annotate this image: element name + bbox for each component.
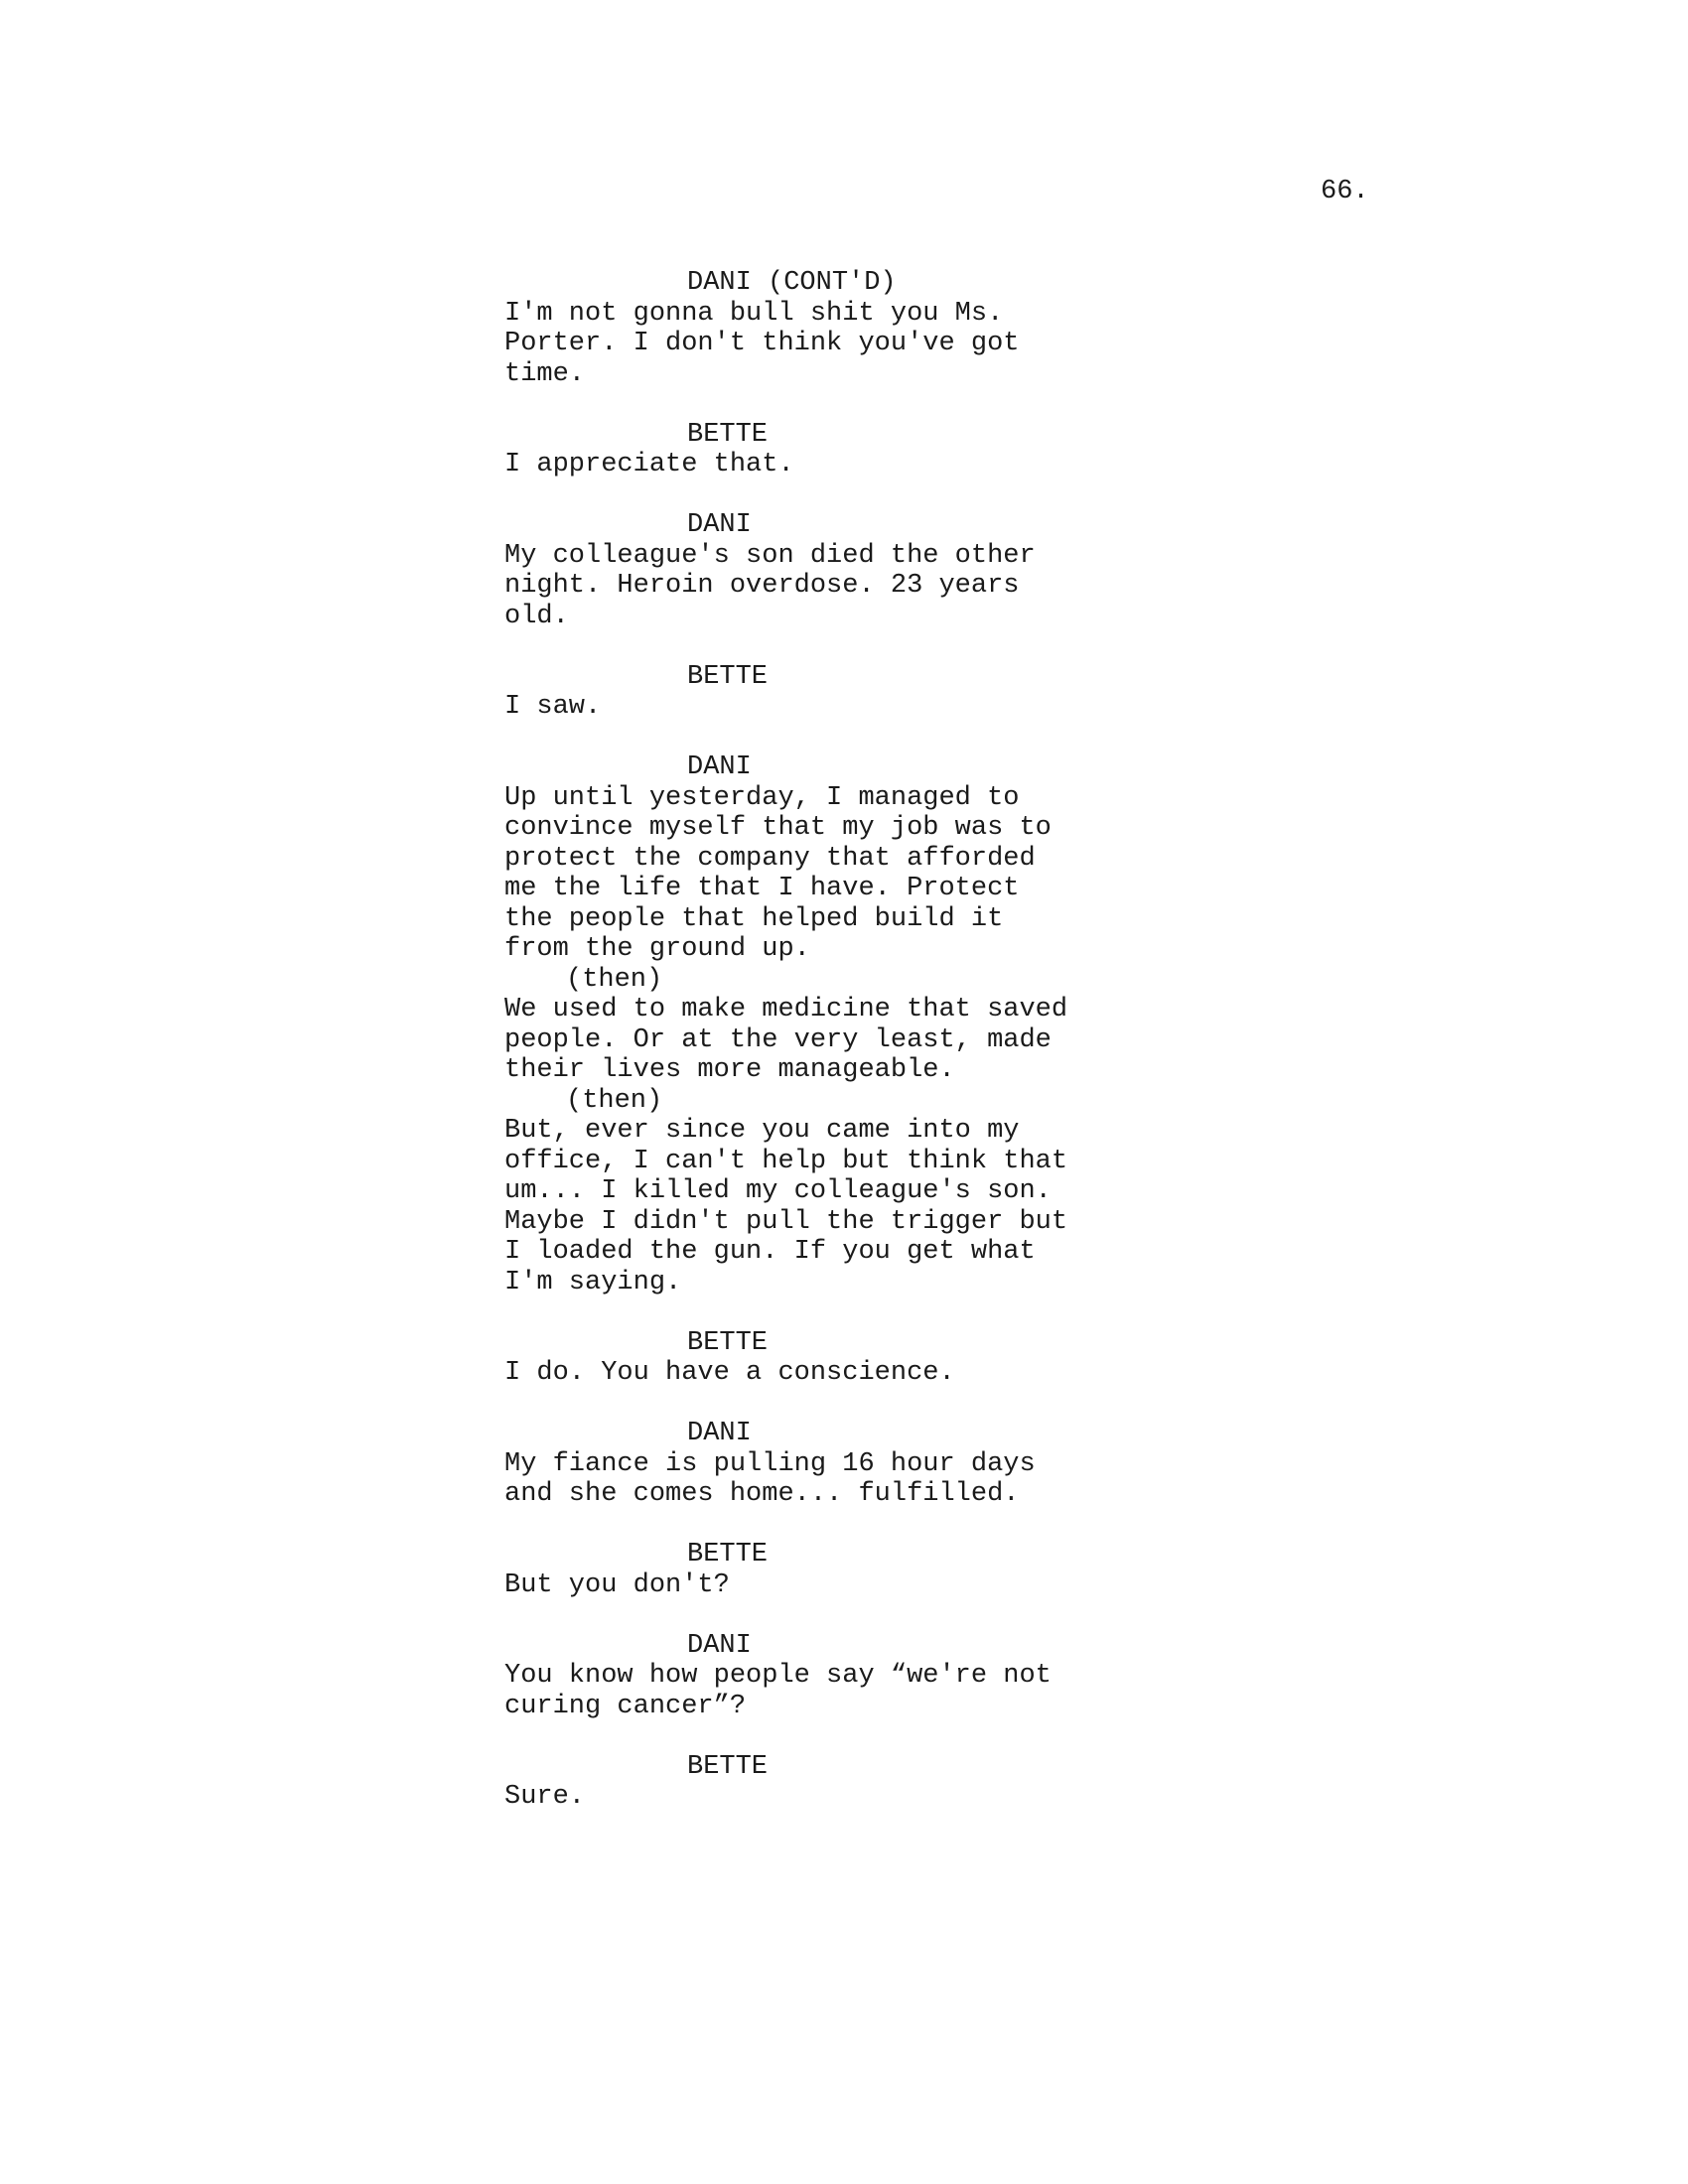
script-body [504, 268, 1199, 1843]
dialogue-line: I saw. [504, 692, 602, 722]
dialogue-line: But you don't? [504, 1570, 730, 1600]
dialogue-line: You know how people say “we're not [504, 1661, 1052, 1691]
dialogue-line: Up until yesterday, I managed to [504, 782, 1020, 813]
dialogue-line: people. Or at the very least, made [504, 1024, 1052, 1055]
character-name: BETTE [687, 419, 769, 450]
dialogue-block [504, 1752, 1199, 1813]
character-name: DANI [687, 1419, 752, 1448]
dialogue-line: from the ground up. [504, 934, 810, 964]
dialogue-block [504, 510, 1199, 631]
character-name: BETTE [687, 1327, 769, 1358]
dialogue-line: I do. You have a conscience. [504, 1358, 955, 1388]
character-name: DANI [687, 510, 752, 540]
character-name: BETTE [687, 1540, 769, 1570]
dialogue-block [504, 420, 1199, 480]
dialogue-block [504, 1631, 1199, 1722]
dialogue-block [504, 1419, 1199, 1510]
page-number: 66. [1321, 177, 1369, 206]
dialogue-line: and she comes home... fulfilled. [504, 1479, 1020, 1509]
dialogue-line: Maybe I didn't pull the trigger but [504, 1206, 1068, 1237]
dialogue-line: We used to make medicine that saved [504, 995, 1068, 1024]
dialogue-line: I'm saying. [504, 1267, 682, 1297]
dialogue-line: My fiance is pulling 16 hour days [504, 1448, 1036, 1479]
dialogue-block [504, 268, 1199, 389]
parenthetical: (then) [566, 964, 663, 995]
dialogue-line: I'm not gonna bull shit you Ms. [504, 298, 1004, 329]
dialogue-line: um... I killed my colleague's son. [504, 1176, 1052, 1206]
dialogue-line: office, I can't help but think that [504, 1146, 1068, 1176]
dialogue-line: I loaded the gun. If you get what [504, 1237, 1036, 1267]
dialogue-line: convince myself that my job was to [504, 813, 1052, 843]
character-name: DANI (CONT'D) [687, 268, 897, 298]
character-name: BETTE [687, 661, 769, 692]
dialogue-line: time. [504, 358, 586, 389]
dialogue-line: their lives more manageable. [504, 1055, 955, 1085]
character-name: DANI [687, 752, 752, 782]
character-name: DANI [687, 1630, 752, 1661]
dialogue-block [504, 662, 1199, 723]
dialogue-line: I appreciate that. [504, 450, 794, 479]
dialogue-line: old. [504, 601, 569, 631]
character-name: BETTE [687, 1751, 769, 1782]
dialogue-line: Porter. I don't think you've got [504, 329, 1020, 358]
dialogue-line: Sure. [504, 1782, 586, 1812]
dialogue-line: curing cancer”? [504, 1691, 747, 1721]
dialogue-line: the people that helped build it [504, 903, 1004, 934]
dialogue-block [504, 1540, 1199, 1600]
dialogue-block [504, 752, 1199, 1297]
dialogue-line: My colleague's son died the other [504, 540, 1036, 571]
dialogue-line: But, ever since you came into my [504, 1116, 1020, 1146]
dialogue-line: protect the company that afforded [504, 843, 1036, 874]
parenthetical: (then) [566, 1085, 663, 1116]
dialogue-line: me the life that I have. Protect [504, 874, 1020, 903]
dialogue-block [504, 1328, 1199, 1389]
dialogue-line: night. Heroin overdose. 23 years [504, 571, 1020, 601]
